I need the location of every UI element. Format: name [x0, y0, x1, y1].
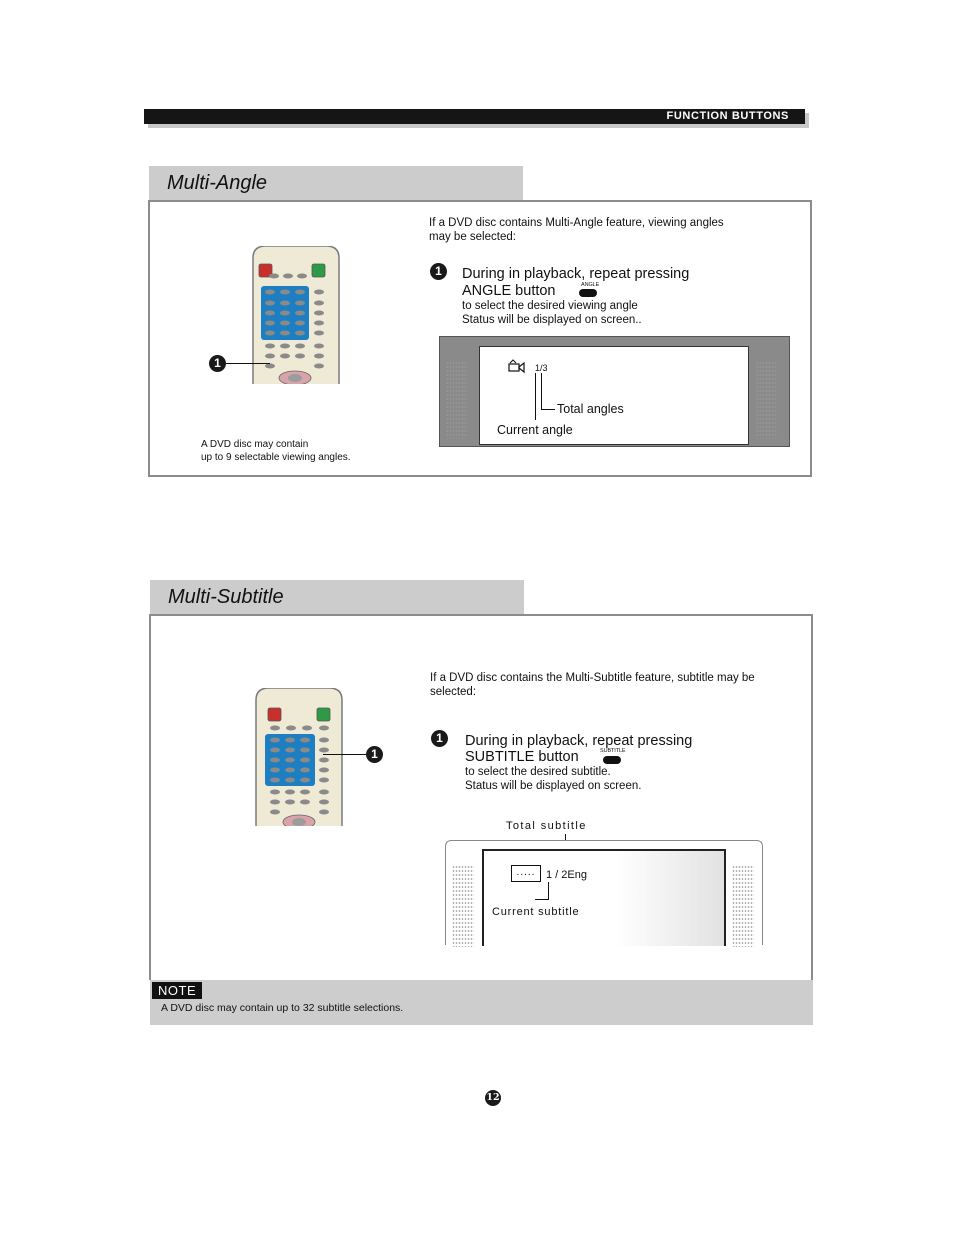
- subtitle-remote-callout-line: [323, 754, 367, 755]
- subtitle-remote-callout-marker: 1: [366, 746, 383, 763]
- tv-screen-frame: [439, 336, 790, 447]
- total-angles-line-h: [541, 409, 555, 410]
- subtitle-step-marker: 1: [431, 730, 448, 747]
- current-angle-line: [535, 373, 536, 420]
- subtitle-step-text-line3: to select the desired subtitle.: [465, 766, 611, 778]
- multi-subtitle-tab: [150, 580, 524, 615]
- note-box: [150, 980, 813, 1025]
- total-subtitle-label: Total subtitle: [506, 820, 587, 832]
- current-subtitle-line-h: [535, 899, 549, 900]
- angle-button-icon: [579, 289, 597, 297]
- note-label: NOTE: [152, 982, 202, 999]
- header-shadow-side: [805, 113, 809, 128]
- header-title: FUNCTION BUTTONS: [666, 110, 789, 122]
- current-subtitle-line-v: [548, 882, 549, 900]
- camera-angle-icon: [508, 359, 526, 375]
- subtitle-speaker-grille-left: [452, 865, 474, 947]
- angle-button-caption: ANGLE: [581, 282, 600, 288]
- multi-subtitle-intro-line2: selected:: [430, 686, 477, 698]
- remote-control-illustration-subtitle: [253, 688, 345, 826]
- step-text-line2: ANGLE button: [462, 283, 556, 299]
- speaker-grille-left: [446, 361, 468, 439]
- subtitle-indicator-box: .....: [511, 865, 541, 882]
- angle-footnote-line1: A DVD disc may contain: [201, 439, 309, 450]
- page-number: 12: [485, 1090, 501, 1106]
- step-text-line4: Status will be displayed on screen..: [462, 314, 642, 326]
- subtitle-status-value: 1 / 2Eng: [546, 869, 587, 881]
- subtitle-tv-frame: [445, 840, 763, 945]
- note-text: A DVD disc may contain up to 32 subtitle selections.: [161, 1002, 404, 1014]
- step-text-line3: to select the desired viewing angle: [462, 300, 638, 312]
- multi-subtitle-title: Multi-Subtitle: [168, 586, 284, 608]
- subtitle-button-caption: SUBTITLE: [600, 748, 626, 754]
- current-angle-label: Current angle: [497, 423, 573, 437]
- remote-callout-line: [226, 363, 270, 364]
- subtitle-speaker-grille-right: [732, 865, 754, 947]
- remote-callout-marker: 1: [209, 355, 226, 372]
- header-shadow: [148, 124, 809, 128]
- subtitle-step-text-line2: SUBTITLE button: [465, 749, 579, 765]
- multi-angle-title: Multi-Angle: [167, 172, 268, 194]
- multi-subtitle-intro-line1: If a DVD disc contains the Multi-Subtitle feature, subtitle may be: [430, 672, 755, 684]
- step-text-line1: During in playback, repeat pressing: [462, 266, 690, 282]
- total-angles-label: Total angles: [557, 402, 624, 416]
- header-bar: [144, 109, 805, 124]
- multi-angle-intro-line1: If a DVD disc contains Multi-Angle feature, viewing angles: [429, 217, 724, 229]
- step-marker: 1: [430, 263, 447, 280]
- angle-footnote-line2: up to 9 selectable viewing angles.: [201, 452, 351, 463]
- total-angles-line-v: [541, 373, 542, 410]
- subtitle-step-text-line1: During in playback, repeat pressing: [465, 733, 693, 749]
- subtitle-tv-display: [482, 849, 726, 946]
- multi-angle-tab: [149, 166, 523, 201]
- angle-status-value: 1/3: [535, 363, 548, 373]
- multi-angle-intro-line2: may be selected:: [429, 231, 516, 243]
- speaker-grille-right: [756, 361, 778, 439]
- subtitle-step-text-line4: Status will be displayed on screen.: [465, 780, 642, 792]
- current-subtitle-label: Current subtitle: [492, 906, 580, 918]
- subtitle-button-icon: [603, 756, 621, 764]
